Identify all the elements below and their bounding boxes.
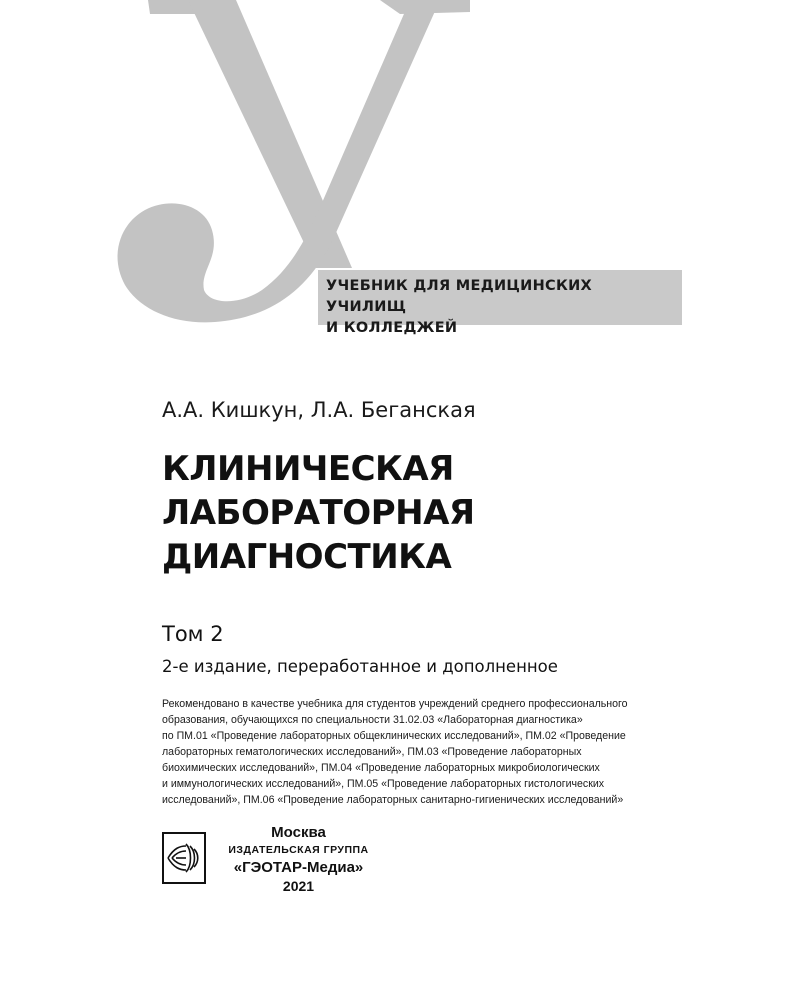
recommendation-text [162,696,682,808]
recommendation-line: по ПМ.01 «Проведение лабораторных общеклинических исследований», ПМ.02 «Проведение [162,730,626,742]
authors: А.А. Кишкун, Л.А. Беганская [162,398,476,422]
publisher-group: ИЗДАТЕЛЬСКАЯ ГРУППА [228,844,369,856]
volume-label: Том 2 [162,622,224,646]
recommendation-line: образования, обучающихся по специальности 31.02.03 «Лабораторная диагностика» [162,714,583,726]
edition-label: 2-е издание, переработанное и дополненное [162,657,558,676]
recommendation-line: и иммунологических исследований», ПМ.05 «Проведение лабораторных гистологических [162,778,605,790]
series-label [326,276,676,339]
recommendation-line: лабораторных гематологических исследований», ПМ.03 «Проведение лабораторных [162,746,582,758]
publisher-block [206,824,391,895]
publisher-name: «ГЭОТАР-Медиа» [233,859,364,876]
series-line-2: И КОЛЛЕДЖЕЙ [326,320,458,336]
recommendation-line: исследований», ПМ.06 «Проведение лабораторных санитарно-гигиенических исследований» [162,794,624,806]
title-line-1: КЛИНИЧЕСКАЯ [162,449,454,489]
book-title [162,447,475,579]
title-line-2: ЛАБОРАТОРНАЯ [162,493,475,533]
recommendation-line: Рекомендовано в качестве учебника для студентов учреждений среднего профессионального [162,698,628,710]
publisher-city: Москва [271,824,326,841]
recommendation-line: биохимических исследований», ПМ.04 «Проведение лабораторных микробиологических [162,762,600,774]
publication-year: 2021 [282,878,315,894]
series-line-1: УЧЕБНИК ДЛЯ МЕДИЦИНСКИХ УЧИЛИЩ [326,278,593,315]
title-line-3: ДИАГНОСТИКА [162,537,452,577]
geotar-logo-icon [162,832,206,884]
